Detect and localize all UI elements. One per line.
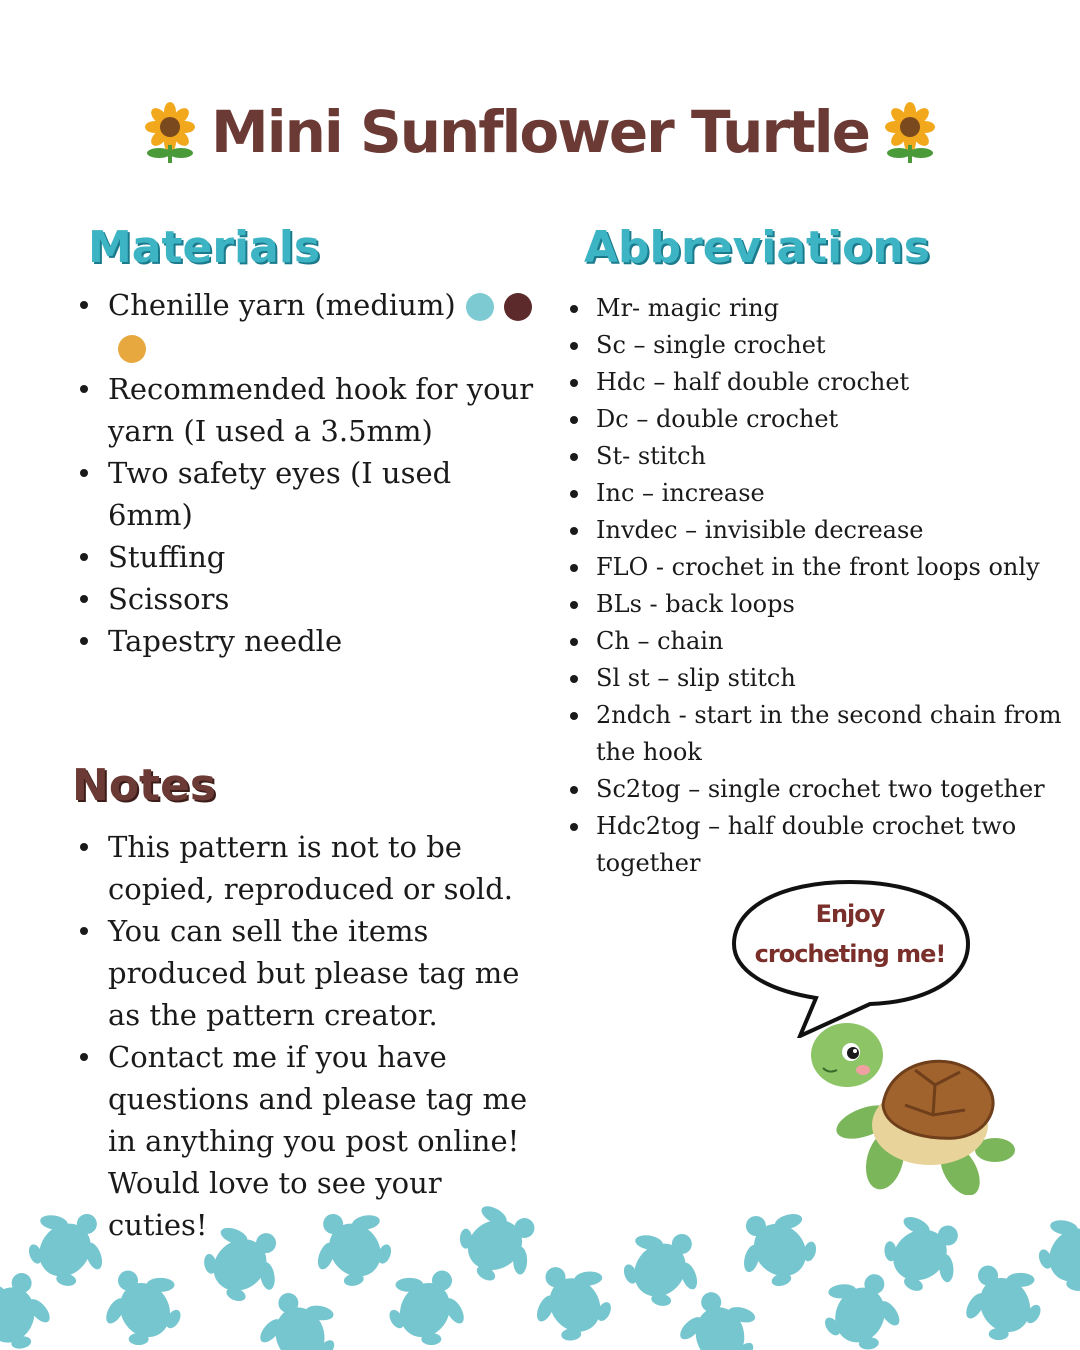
list-item: Tapestry needle — [80, 620, 540, 662]
list-item: 2ndch - start in the second chain from the hook — [568, 697, 1063, 771]
list-item: This pattern is not to be copied, reproduced or sold. — [80, 826, 550, 910]
yarn-color-dot — [118, 335, 146, 363]
list-item: BLs - back loops — [568, 586, 1063, 623]
list-item: Scissors — [80, 578, 540, 620]
abbreviations-heading: Abbreviations — [584, 222, 930, 273]
list-item: Stuffing — [80, 536, 540, 578]
title-text: Mini Sunflower Turtle — [210, 98, 870, 166]
page-title — [0, 98, 1080, 177]
sunflower-icon — [141, 101, 199, 163]
list-item: St- stitch — [568, 438, 1063, 475]
list-item: Recommended hook for your yarn (I used a 3.5mm) — [80, 368, 540, 452]
list-item: Contact me if you have questions and please tag me in anything you post online! Would love to see your cuties! — [80, 1036, 550, 1246]
list-item: Sl st – slip stitch — [568, 660, 1063, 697]
list-item: Chenille yarn (medium) — [80, 284, 540, 368]
list-item: Sc – single crochet — [568, 327, 1063, 364]
turtle-pattern-footer — [0, 1195, 1080, 1350]
list-item: Invdec – invisible decrease — [568, 512, 1063, 549]
turtle-illustration — [805, 1010, 1020, 1195]
materials-heading: Materials — [88, 222, 321, 273]
materials-list — [80, 284, 540, 662]
list-item: Sc2tog – single crochet two together — [568, 771, 1063, 808]
notes-list — [80, 826, 550, 1246]
speech-line-2: crocheting me! — [754, 940, 946, 968]
speech-line-1: Enjoy — [815, 900, 885, 928]
sunflower-icon — [881, 101, 939, 163]
notes-heading: Notes — [72, 760, 217, 811]
list-item: Inc – increase — [568, 475, 1063, 512]
list-item: Hdc – half double crochet — [568, 364, 1063, 401]
yarn-color-dot — [466, 293, 494, 321]
abbreviations-list — [568, 290, 1063, 882]
yarn-color-dot — [504, 293, 532, 321]
list-item: You can sell the items produced but please tag me as the pattern creator. — [80, 910, 550, 1036]
list-item: Hdc2tog – half double crochet two together — [568, 808, 1063, 882]
list-item: Mr- magic ring — [568, 290, 1063, 327]
list-item: FLO - crochet in the front loops only — [568, 549, 1063, 586]
list-item: Dc – double crochet — [568, 401, 1063, 438]
list-item: Two safety eyes (I used 6mm) — [80, 452, 540, 536]
list-item: Ch – chain — [568, 623, 1063, 660]
